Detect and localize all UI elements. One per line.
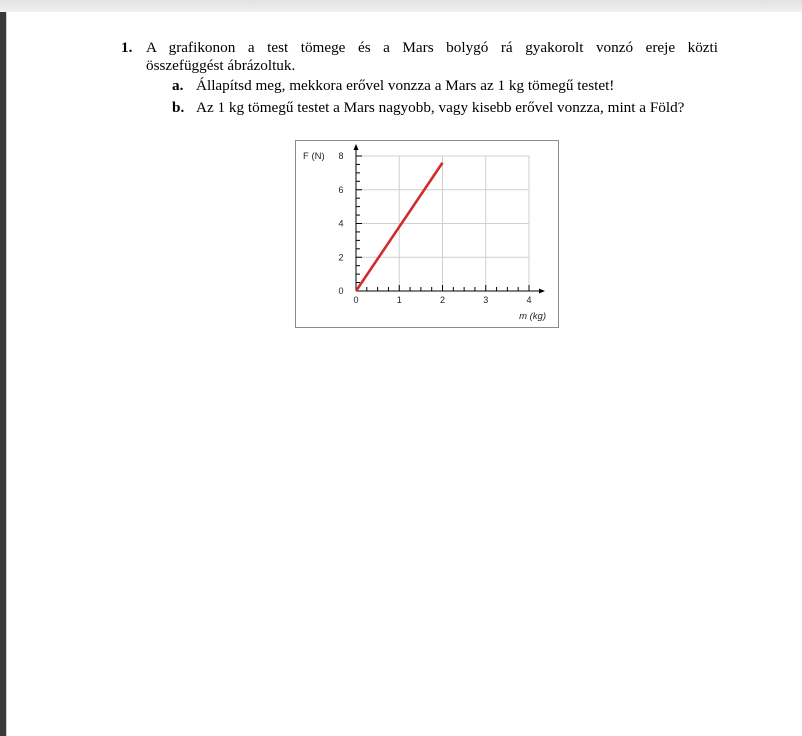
force-mass-chart (295, 140, 559, 328)
sub-question-label: b. (172, 99, 185, 116)
x-tick-label: 1 (396, 295, 402, 305)
sub-question-a (172, 77, 614, 95)
x-tick-label: 0 (353, 295, 359, 305)
sub-question-b (172, 99, 684, 117)
viewer-top-bar (0, 0, 802, 12)
question-text-line1: A grafikonon a test tömege és a Mars bolygó rá gyakorolt vonzó ereje közti (146, 39, 718, 56)
sub-question-label: a. (172, 77, 184, 94)
sub-question-text: Az 1 kg tömegű testet a Mars nagyobb, vagy kisebb erővel vonzza, mint a Föld? (196, 99, 685, 116)
y-tick-label: 0 (338, 286, 344, 296)
document-page (6, 12, 802, 736)
y-tick-label: 2 (338, 252, 344, 263)
x-tick-label: 3 (483, 295, 489, 305)
x-axis-label: m (kg) (519, 311, 546, 322)
y-axis-label: F (N) (303, 151, 325, 162)
x-tick-label: 2 (439, 295, 446, 305)
question-text-line2: összefüggést ábrázoltuk. (146, 57, 296, 74)
y-tick-label: 8 (338, 151, 344, 161)
y-tick-label: 6 (338, 184, 344, 195)
x-tick-label: 4 (526, 295, 532, 305)
question-number: 1. (121, 39, 133, 56)
chart-canvas (296, 141, 558, 327)
sub-question-text: Állapítsd meg, mekkora erővel vonzza a Mars az 1 kg tömegű testet! (196, 77, 615, 94)
x-axis-arrow (539, 289, 545, 294)
y-axis-arrow (354, 144, 359, 150)
y-tick-label: 4 (338, 218, 344, 229)
